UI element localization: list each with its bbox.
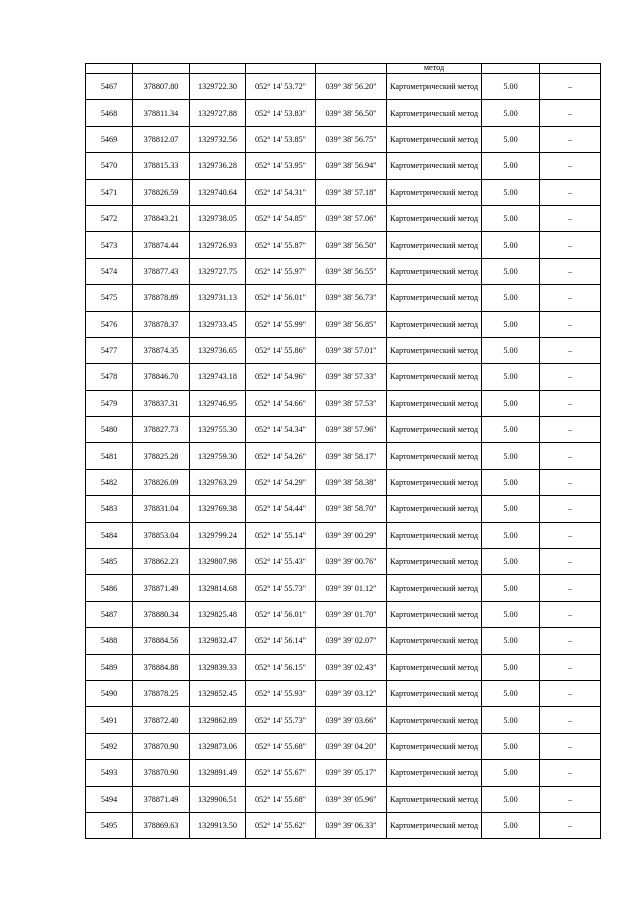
coord-x: 378837.31 (133, 390, 190, 416)
note: – (540, 443, 601, 469)
table-row (86, 496, 601, 522)
coord-y: 1329799.24 (190, 522, 246, 548)
latitude: 052° 14' 55.68" (246, 786, 316, 812)
accuracy: 5.00 (482, 311, 540, 337)
determination-method: Картометрический метод (387, 205, 482, 231)
cont-cell-note (540, 64, 601, 74)
longitude: 039° 39' 06.33" (316, 812, 387, 838)
point-number: 5489 (86, 654, 133, 680)
coord-x: 378878.25 (133, 680, 190, 706)
accuracy: 5.00 (482, 496, 540, 522)
accuracy: 5.00 (482, 258, 540, 284)
latitude: 052° 14' 56.15" (246, 654, 316, 680)
accuracy: 5.00 (482, 522, 540, 548)
coord-y: 1329733.45 (190, 311, 246, 337)
note: – (540, 733, 601, 759)
point-number: 5482 (86, 469, 133, 495)
point-number: 5485 (86, 549, 133, 575)
longitude: 039° 38' 56.85" (316, 311, 387, 337)
note: – (540, 100, 601, 126)
coord-y: 1329732.56 (190, 126, 246, 152)
latitude: 052° 14' 55.86" (246, 337, 316, 363)
table-row (86, 100, 601, 126)
latitude: 052° 14' 55.14" (246, 522, 316, 548)
point-number: 5478 (86, 364, 133, 390)
longitude: 039° 39' 02.07" (316, 628, 387, 654)
coord-x: 378807.80 (133, 74, 190, 100)
longitude: 039° 39' 01.70" (316, 601, 387, 627)
latitude: 052° 14' 55.87" (246, 232, 316, 258)
point-number: 5476 (86, 311, 133, 337)
point-number: 5490 (86, 680, 133, 706)
coord-y: 1329746.95 (190, 390, 246, 416)
note: – (540, 390, 601, 416)
determination-method: Картометрический метод (387, 74, 482, 100)
coord-x: 378878.37 (133, 311, 190, 337)
accuracy: 5.00 (482, 760, 540, 786)
coord-y: 1329743.18 (190, 364, 246, 390)
latitude: 052° 14' 53.83" (246, 100, 316, 126)
accuracy: 5.00 (482, 364, 540, 390)
accuracy: 5.00 (482, 812, 540, 838)
coord-y: 1329731.13 (190, 285, 246, 311)
longitude: 039° 38' 58.70" (316, 496, 387, 522)
coord-y: 1329825.48 (190, 601, 246, 627)
point-number: 5480 (86, 417, 133, 443)
determination-method: Картометрический метод (387, 285, 482, 311)
latitude: 052° 14' 55.43" (246, 549, 316, 575)
determination-method: Картометрический метод (387, 100, 482, 126)
note: – (540, 549, 601, 575)
longitude: 039° 38' 58.38" (316, 469, 387, 495)
table-row (86, 285, 601, 311)
determination-method: Картометрический метод (387, 707, 482, 733)
note: – (540, 153, 601, 179)
coord-x: 378846.70 (133, 364, 190, 390)
latitude: 052° 14' 55.99" (246, 311, 316, 337)
coord-y: 1329763.29 (190, 469, 246, 495)
latitude: 052° 14' 54.26" (246, 443, 316, 469)
table-row (86, 680, 601, 706)
note: – (540, 707, 601, 733)
latitude: 052° 14' 55.73" (246, 575, 316, 601)
cont-cell-lon (316, 64, 387, 74)
table-row (86, 126, 601, 152)
accuracy: 5.00 (482, 786, 540, 812)
coord-y: 1329906.51 (190, 786, 246, 812)
longitude: 039° 38' 56.50" (316, 232, 387, 258)
latitude: 052° 14' 53.85" (246, 126, 316, 152)
point-number: 5477 (86, 337, 133, 363)
coord-y: 1329736.28 (190, 153, 246, 179)
accuracy: 5.00 (482, 390, 540, 416)
coord-y: 1329852.45 (190, 680, 246, 706)
note: – (540, 522, 601, 548)
longitude: 039° 39' 00.29" (316, 522, 387, 548)
coord-x: 378831.04 (133, 496, 190, 522)
coord-y: 1329862.89 (190, 707, 246, 733)
note: – (540, 760, 601, 786)
determination-method: Картометрический метод (387, 126, 482, 152)
determination-method: Картометрический метод (387, 337, 482, 363)
accuracy: 5.00 (482, 654, 540, 680)
point-number: 5493 (86, 760, 133, 786)
longitude: 039° 38' 56.20" (316, 74, 387, 100)
coord-y: 1329839.33 (190, 654, 246, 680)
table-row (86, 601, 601, 627)
note: – (540, 311, 601, 337)
point-number: 5469 (86, 126, 133, 152)
longitude: 039° 39' 03.66" (316, 707, 387, 733)
accuracy: 5.00 (482, 126, 540, 152)
longitude: 039° 38' 58.17" (316, 443, 387, 469)
longitude: 039° 39' 04.20" (316, 733, 387, 759)
table-row (86, 654, 601, 680)
accuracy: 5.00 (482, 680, 540, 706)
point-number: 5468 (86, 100, 133, 126)
coord-x: 378811.34 (133, 100, 190, 126)
note: – (540, 601, 601, 627)
point-number: 5484 (86, 522, 133, 548)
note: – (540, 232, 601, 258)
coord-y: 1329738.05 (190, 205, 246, 231)
note: – (540, 337, 601, 363)
note: – (540, 680, 601, 706)
latitude: 052° 14' 55.67" (246, 760, 316, 786)
determination-method: Картометрический метод (387, 311, 482, 337)
note: – (540, 364, 601, 390)
longitude: 039° 38' 57.06" (316, 205, 387, 231)
table-row (86, 74, 601, 100)
table-row (86, 812, 601, 838)
determination-method: Картометрический метод (387, 575, 482, 601)
latitude: 052° 14' 54.44" (246, 496, 316, 522)
accuracy: 5.00 (482, 100, 540, 126)
longitude: 039° 39' 03.12" (316, 680, 387, 706)
coord-x: 378815.33 (133, 153, 190, 179)
accuracy: 5.00 (482, 232, 540, 258)
coord-y: 1329769.38 (190, 496, 246, 522)
table-row (86, 760, 601, 786)
coord-x: 378862.23 (133, 549, 190, 575)
note: – (540, 812, 601, 838)
determination-method: Картометрический метод (387, 443, 482, 469)
note: – (540, 575, 601, 601)
point-number: 5481 (86, 443, 133, 469)
coordinates-table (85, 63, 601, 839)
point-number: 5483 (86, 496, 133, 522)
point-number: 5488 (86, 628, 133, 654)
coord-x: 378853.04 (133, 522, 190, 548)
coord-x: 378884.88 (133, 654, 190, 680)
coord-x: 378843.21 (133, 205, 190, 231)
latitude: 052° 14' 55.62" (246, 812, 316, 838)
cont-cell-x (133, 64, 190, 74)
coord-y: 1329913.50 (190, 812, 246, 838)
latitude: 052° 14' 53.72" (246, 74, 316, 100)
table-row (86, 390, 601, 416)
coord-x: 378871.49 (133, 575, 190, 601)
coord-y: 1329740.64 (190, 179, 246, 205)
point-number: 5492 (86, 733, 133, 759)
longitude: 039° 39' 00.76" (316, 549, 387, 575)
coord-x: 378870.90 (133, 733, 190, 759)
cont-cell-lat (246, 64, 316, 74)
note: – (540, 258, 601, 284)
note: – (540, 126, 601, 152)
continued-method-text: метод (423, 63, 445, 72)
longitude: 039° 39' 02.43" (316, 654, 387, 680)
point-number: 5491 (86, 707, 133, 733)
table-row (86, 549, 601, 575)
latitude: 052° 14' 55.97" (246, 258, 316, 284)
determination-method: Картометрический метод (387, 549, 482, 575)
table-row (86, 443, 601, 469)
longitude: 039° 39' 05.17" (316, 760, 387, 786)
table-row (86, 258, 601, 284)
table-row (86, 522, 601, 548)
coord-y: 1329727.75 (190, 258, 246, 284)
coord-y: 1329891.49 (190, 760, 246, 786)
determination-method: Картометрический метод (387, 680, 482, 706)
coord-x: 378827.73 (133, 417, 190, 443)
coord-y: 1329814.68 (190, 575, 246, 601)
cont-cell-y (190, 64, 246, 74)
longitude: 039° 38' 56.55" (316, 258, 387, 284)
note: – (540, 179, 601, 205)
longitude: 039° 38' 57.18" (316, 179, 387, 205)
longitude: 039° 38' 56.94" (316, 153, 387, 179)
determination-method: Картометрический метод (387, 390, 482, 416)
longitude: 039° 39' 01.12" (316, 575, 387, 601)
coord-y: 1329727.88 (190, 100, 246, 126)
longitude: 039° 38' 57.96" (316, 417, 387, 443)
point-number: 5475 (86, 285, 133, 311)
coord-y: 1329832.47 (190, 628, 246, 654)
coord-y: 1329873.06 (190, 733, 246, 759)
coord-y: 1329807.98 (190, 549, 246, 575)
table-row (86, 364, 601, 390)
coord-y: 1329722.30 (190, 74, 246, 100)
coord-x: 378872.40 (133, 707, 190, 733)
latitude: 052° 14' 55.73" (246, 707, 316, 733)
table-row (86, 153, 601, 179)
accuracy: 5.00 (482, 469, 540, 495)
determination-method: Картометрический метод (387, 786, 482, 812)
accuracy: 5.00 (482, 549, 540, 575)
point-number: 5474 (86, 258, 133, 284)
latitude: 052° 14' 54.96" (246, 364, 316, 390)
accuracy: 5.00 (482, 337, 540, 363)
accuracy: 5.00 (482, 601, 540, 627)
determination-method: Картометрический метод (387, 812, 482, 838)
longitude: 039° 38' 56.50" (316, 100, 387, 126)
coord-x: 378826.09 (133, 469, 190, 495)
table-row (86, 337, 601, 363)
point-number: 5471 (86, 179, 133, 205)
cont-cell-number (86, 64, 133, 74)
determination-method: Картометрический метод (387, 654, 482, 680)
latitude: 052° 14' 55.93" (246, 680, 316, 706)
determination-method: Картометрический метод (387, 417, 482, 443)
coord-x: 378874.44 (133, 232, 190, 258)
determination-method: Картометрический метод (387, 232, 482, 258)
cont-cell-method (387, 64, 482, 74)
coord-y: 1329736.65 (190, 337, 246, 363)
table-row (86, 179, 601, 205)
point-number: 5472 (86, 205, 133, 231)
longitude: 039° 38' 57.01" (316, 337, 387, 363)
longitude: 039° 38' 57.53" (316, 390, 387, 416)
note: – (540, 285, 601, 311)
point-number: 5470 (86, 153, 133, 179)
point-number: 5479 (86, 390, 133, 416)
latitude: 052° 14' 54.85" (246, 205, 316, 231)
coordinates-table-page (85, 63, 600, 839)
determination-method: Картометрический метод (387, 628, 482, 654)
determination-method: Картометрический метод (387, 364, 482, 390)
accuracy: 5.00 (482, 74, 540, 100)
coord-y: 1329759.30 (190, 443, 246, 469)
determination-method: Картометрический метод (387, 522, 482, 548)
coord-x: 378871.49 (133, 786, 190, 812)
accuracy: 5.00 (482, 153, 540, 179)
accuracy: 5.00 (482, 205, 540, 231)
accuracy: 5.00 (482, 733, 540, 759)
coord-x: 378884.56 (133, 628, 190, 654)
longitude: 039° 38' 56.73" (316, 285, 387, 311)
table-row (86, 707, 601, 733)
determination-method: Картометрический метод (387, 179, 482, 205)
determination-method: Картометрический метод (387, 601, 482, 627)
note: – (540, 654, 601, 680)
table-row (86, 628, 601, 654)
latitude: 052° 14' 54.34" (246, 417, 316, 443)
coord-x: 378870.90 (133, 760, 190, 786)
longitude: 039° 38' 57.33" (316, 364, 387, 390)
determination-method: Картометрический метод (387, 469, 482, 495)
coord-x: 378869.63 (133, 812, 190, 838)
accuracy: 5.00 (482, 285, 540, 311)
latitude: 052° 14' 54.31" (246, 179, 316, 205)
latitude: 052° 14' 54.29" (246, 469, 316, 495)
accuracy: 5.00 (482, 417, 540, 443)
accuracy: 5.00 (482, 443, 540, 469)
coord-x: 378880.34 (133, 601, 190, 627)
point-number: 5494 (86, 786, 133, 812)
longitude: 039° 39' 05.96" (316, 786, 387, 812)
latitude: 052° 14' 56.01" (246, 601, 316, 627)
point-number: 5495 (86, 812, 133, 838)
point-number: 5486 (86, 575, 133, 601)
table-row (86, 733, 601, 759)
note: – (540, 469, 601, 495)
latitude: 052° 14' 56.01" (246, 285, 316, 311)
note: – (540, 496, 601, 522)
note: – (540, 628, 601, 654)
point-number: 5487 (86, 601, 133, 627)
table-row (86, 469, 601, 495)
point-number: 5467 (86, 74, 133, 100)
latitude: 052° 14' 54.66" (246, 390, 316, 416)
note: – (540, 205, 601, 231)
latitude: 052° 14' 55.68" (246, 733, 316, 759)
accuracy: 5.00 (482, 628, 540, 654)
accuracy: 5.00 (482, 179, 540, 205)
coord-y: 1329755.30 (190, 417, 246, 443)
coord-x: 378877.43 (133, 258, 190, 284)
coord-x: 378826.59 (133, 179, 190, 205)
note: – (540, 417, 601, 443)
cont-cell-accuracy (482, 64, 540, 74)
determination-method: Картометрический метод (387, 496, 482, 522)
table-row (86, 417, 601, 443)
table-row (86, 205, 601, 231)
determination-method: Картометрический метод (387, 760, 482, 786)
determination-method: Картометрический метод (387, 258, 482, 284)
accuracy: 5.00 (482, 707, 540, 733)
coord-y: 1329726.93 (190, 232, 246, 258)
longitude: 039° 38' 56.75" (316, 126, 387, 152)
determination-method: Картометрический метод (387, 733, 482, 759)
determination-method: Картометрический метод (387, 153, 482, 179)
table-row (86, 232, 601, 258)
table-row (86, 786, 601, 812)
table-row (86, 575, 601, 601)
coord-x: 378878.89 (133, 285, 190, 311)
note: – (540, 786, 601, 812)
table-row (86, 311, 601, 337)
coord-x: 378874.35 (133, 337, 190, 363)
latitude: 052° 14' 56.14" (246, 628, 316, 654)
coord-x: 378825.28 (133, 443, 190, 469)
accuracy: 5.00 (482, 575, 540, 601)
point-number: 5473 (86, 232, 133, 258)
note: – (540, 74, 601, 100)
latitude: 052° 14' 53.95" (246, 153, 316, 179)
continued-row (86, 64, 601, 74)
coord-x: 378812.07 (133, 126, 190, 152)
